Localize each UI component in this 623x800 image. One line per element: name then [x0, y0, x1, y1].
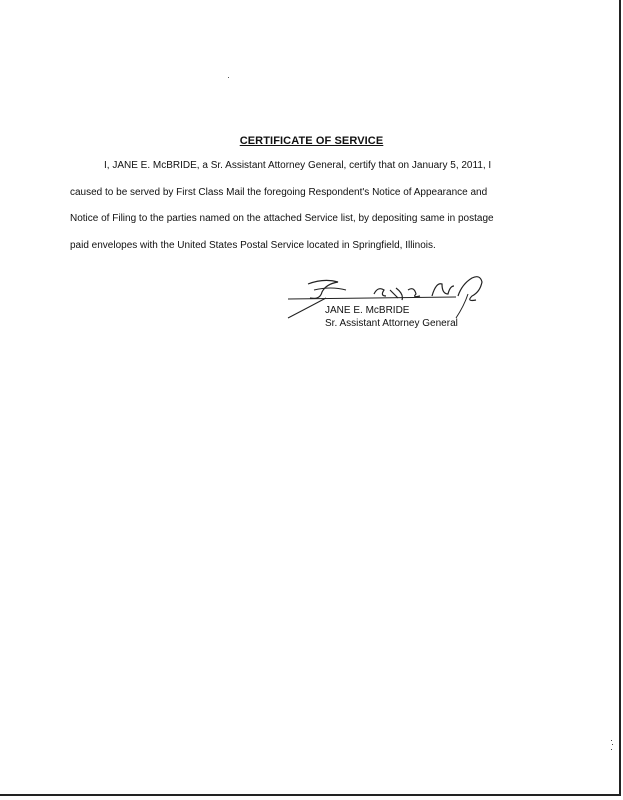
document-title: CERTIFICATE OF SERVICE: [239, 135, 384, 147]
paragraph-line-1: I, JANE E. McBRIDE, a Sr. Assistant Attorney General, certify that on January 5, 2011, I: [104, 160, 492, 171]
scan-speck: [228, 77, 229, 78]
signer-name: JANE E. McBRIDE: [325, 305, 410, 316]
scan-edge-marks: [611, 740, 613, 752]
paragraph-line-4: paid envelopes with the United States Postal Service located in Springfield, Illinois.: [70, 240, 436, 251]
signer-title: Sr. Assistant Attorney General: [325, 318, 458, 329]
paragraph-line-2: caused to be served by First Class Mail the foregoing Respondent's Notice of Appearance and: [70, 187, 488, 198]
paragraph-line-3: Notice of Filing to the parties named on the attached Service list, by depositing same in postage: [70, 213, 494, 224]
